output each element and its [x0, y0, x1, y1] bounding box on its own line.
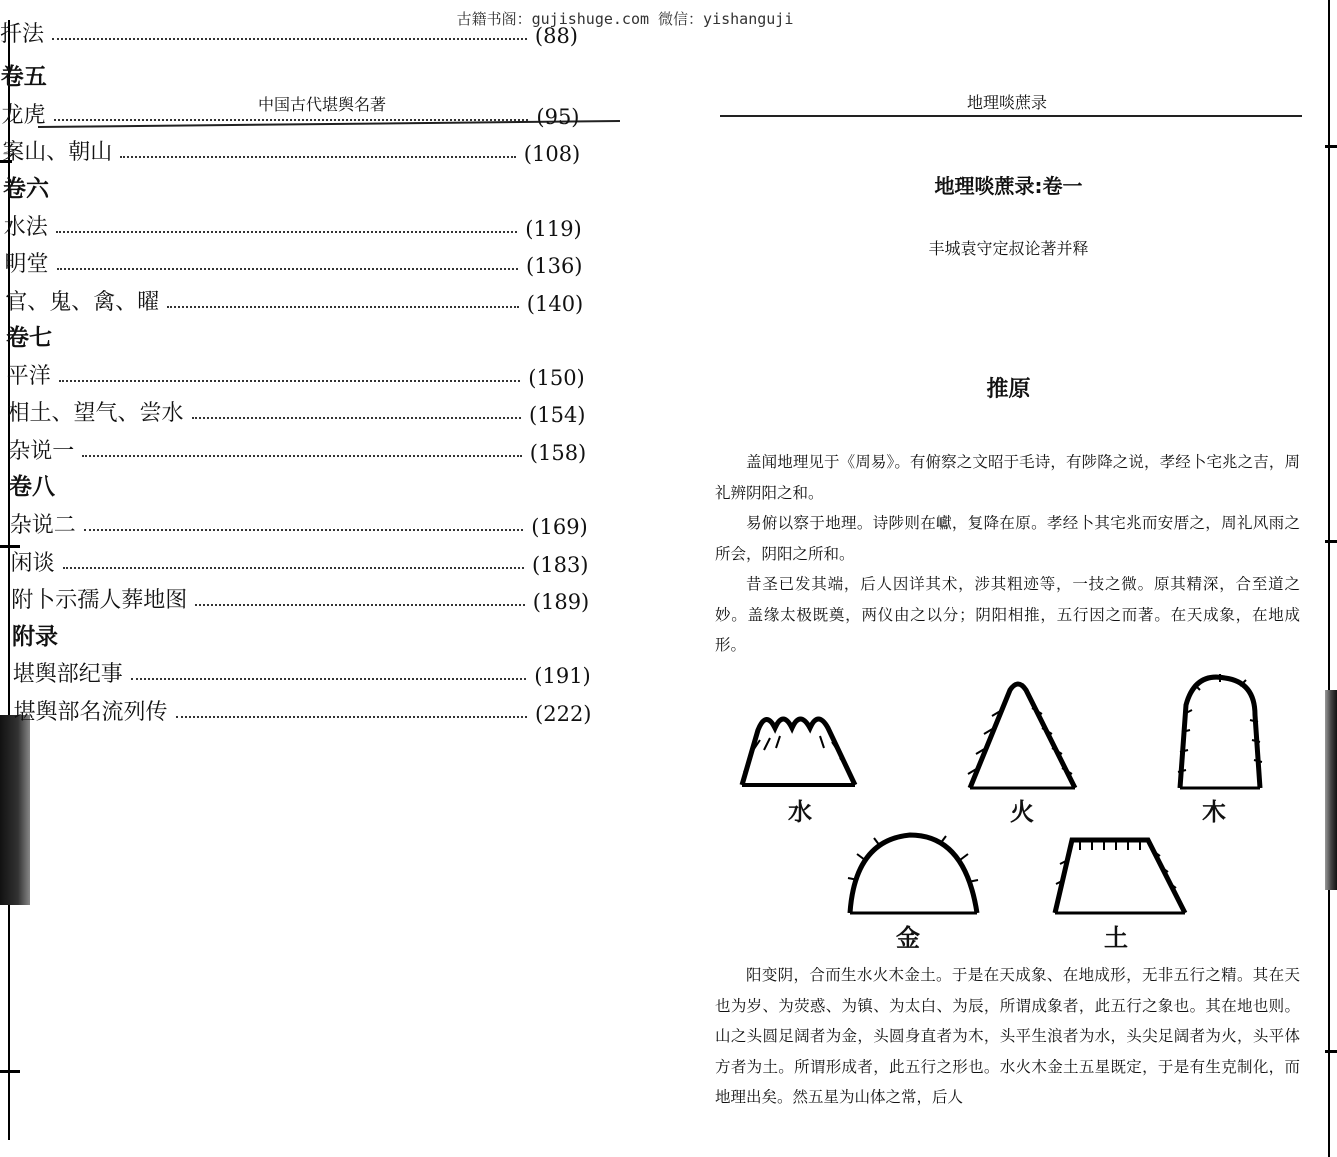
body-text-bottom	[715, 960, 1300, 1113]
toc-leader-dots	[59, 379, 521, 382]
toc-leader-dots	[192, 416, 522, 419]
toc-entry-title: 明堂	[4, 252, 49, 277]
chapter-title: 地理啖蔗录:卷一	[934, 174, 1083, 198]
metal-mountain-drawing	[848, 835, 978, 913]
toc-page-number: (150)	[528, 365, 585, 390]
author-line: 丰城袁守定叔论著并释	[928, 239, 1089, 258]
toc-leader-dots	[84, 528, 524, 531]
edge-tick	[1325, 1050, 1337, 1053]
header-rule-right	[720, 115, 1302, 117]
toc-page-number: (108)	[523, 142, 581, 167]
toc-entry	[4, 211, 582, 241]
toc-entry	[14, 696, 592, 726]
body-text-top	[715, 447, 1300, 661]
toc-leader-dots	[195, 603, 525, 606]
edge-tick	[1325, 540, 1337, 543]
toc-entry	[10, 509, 588, 539]
right-binding-edge	[1328, 0, 1330, 1157]
toc-entry	[8, 435, 586, 465]
toc-leader-dots	[57, 267, 519, 270]
toc-page-number: (158)	[529, 440, 587, 465]
wood-mountain-drawing	[1178, 674, 1262, 788]
toc-section-heading: 卷六	[3, 175, 49, 202]
toc-entry-title: 官、鬼、禽、曜	[5, 289, 160, 315]
paragraph: 阳变阴，合而生水火木金土。于是在天成象、在地成形，无非五行之精。其在天也为岁、为荧惑、为镇、为太白、为辰，所谓成象者，此五行之象也。其在地也则。山之头圆足阔者为金，头圆身直者为木，头平生浪者为水，头尖足阔者为火，头平体方者为土。所谓形成者，此五行之形也。水火木金土五星既定，于是有生克制化，而地理出矣。然五星为山体之常，后人	[715, 966, 1300, 1106]
toc-leader-dots	[56, 230, 518, 233]
toc-page-number: (169)	[531, 515, 588, 539]
scan-shadow	[0, 715, 30, 905]
toc-leader-dots	[54, 118, 529, 121]
five-elements-figure	[680, 670, 1337, 960]
toc-leader-dots	[63, 566, 525, 569]
paragraph: 昔圣已发其端，后人因详其术，涉其粗迹等，一技之微。原其精深，合至道之妙。盖缘太极既奠，两仪由之以分；阴阳相推，五行因之而著。在天成象，在地成形。	[715, 575, 1300, 654]
toc-entry-title: 扦法	[0, 22, 45, 47]
toc-leader-dots	[176, 715, 528, 718]
toc-entry-title: 闲谈	[10, 550, 55, 576]
metal-label: 金	[896, 924, 920, 952]
toc-entry	[2, 99, 580, 129]
toc-leader-dots	[52, 37, 527, 40]
toc-section-heading: 卷五	[0, 64, 47, 90]
earth-label: 土	[1104, 924, 1128, 952]
edge-tick	[0, 1070, 20, 1073]
toc-page-number: (140)	[526, 291, 584, 316]
left-page	[0, 0, 660, 1157]
water-mountain-drawing	[742, 719, 855, 785]
toc-leader-dots	[131, 677, 527, 680]
paragraph: 盖闻地理见于《周易》。有俯察之文昭于毛诗，有陟降之说，孝经卜宅兆之吉，周礼辨阴阳之和。	[715, 453, 1300, 502]
toc-entry	[0, 18, 578, 48]
edge-tick	[1325, 145, 1337, 148]
toc-entry	[7, 360, 585, 390]
fire-mountain-drawing	[968, 684, 1075, 788]
fire-label: 火	[1010, 798, 1034, 826]
toc-page-number: (88)	[534, 24, 578, 48]
toc-page-number: (119)	[525, 216, 582, 241]
toc-entry	[2, 136, 580, 166]
toc-section-heading: 卷八	[9, 474, 55, 501]
water-label: 水	[788, 798, 812, 826]
toc-entry	[11, 547, 589, 577]
wood-label: 木	[1202, 798, 1226, 826]
toc-entry-title: 案山、朝山	[2, 140, 113, 166]
toc-entry	[11, 584, 589, 614]
section-title: 推原	[986, 377, 1031, 402]
toc-entry	[5, 248, 583, 278]
scan-shadow	[1325, 690, 1337, 890]
toc-page-number: (222)	[535, 701, 592, 726]
earth-mountain-drawing	[1055, 840, 1185, 913]
toc-page-number: (136)	[526, 254, 583, 278]
toc-leader-dots	[82, 454, 522, 457]
toc-page-number: (154)	[529, 403, 586, 428]
toc-entry	[13, 658, 591, 688]
right-page	[680, 0, 1337, 1157]
running-head-right: 地理啖蔗录	[967, 93, 1048, 112]
toc-page-number: (183)	[532, 552, 589, 577]
toc-page-number: (191)	[534, 664, 591, 689]
toc-entry-title: 杂说一	[8, 438, 75, 464]
toc-entry-title: 平洋	[6, 363, 51, 389]
toc-entry-title: 堪舆部纪事	[12, 662, 123, 688]
toc-leader-dots	[167, 305, 519, 308]
toc-section-heading: 卷七	[6, 325, 52, 351]
toc-section-heading: 附录	[12, 623, 58, 650]
watermark-text: 古籍书阁：gujishuge.com 微信：yishanguji	[456, 10, 794, 28]
toc-entry	[8, 397, 586, 427]
running-head-left: 中国古代堪舆名著	[258, 95, 387, 114]
toc-page-number: (189)	[532, 590, 590, 614]
toc-entry-title: 附卜示孺人葬地图	[11, 588, 188, 613]
toc-entry-title: 龙虎	[1, 102, 46, 128]
toc-entry-title: 堪舆部名流列传	[13, 699, 168, 725]
toc-leader-dots	[120, 155, 516, 158]
toc-entry	[5, 286, 583, 316]
toc-entry-title: 相土、望气、尝水	[7, 401, 184, 427]
paragraph: 易俯以察于地理。诗陟则在巘，复降在原。孝经卜其宅兆而安厝之，周礼风雨之所会，阴阳之所和。	[715, 514, 1300, 563]
toc-entry-title: 水法	[3, 214, 48, 240]
toc-entry-title: 杂说二	[9, 513, 76, 538]
toc-page-number: (95)	[536, 104, 580, 129]
